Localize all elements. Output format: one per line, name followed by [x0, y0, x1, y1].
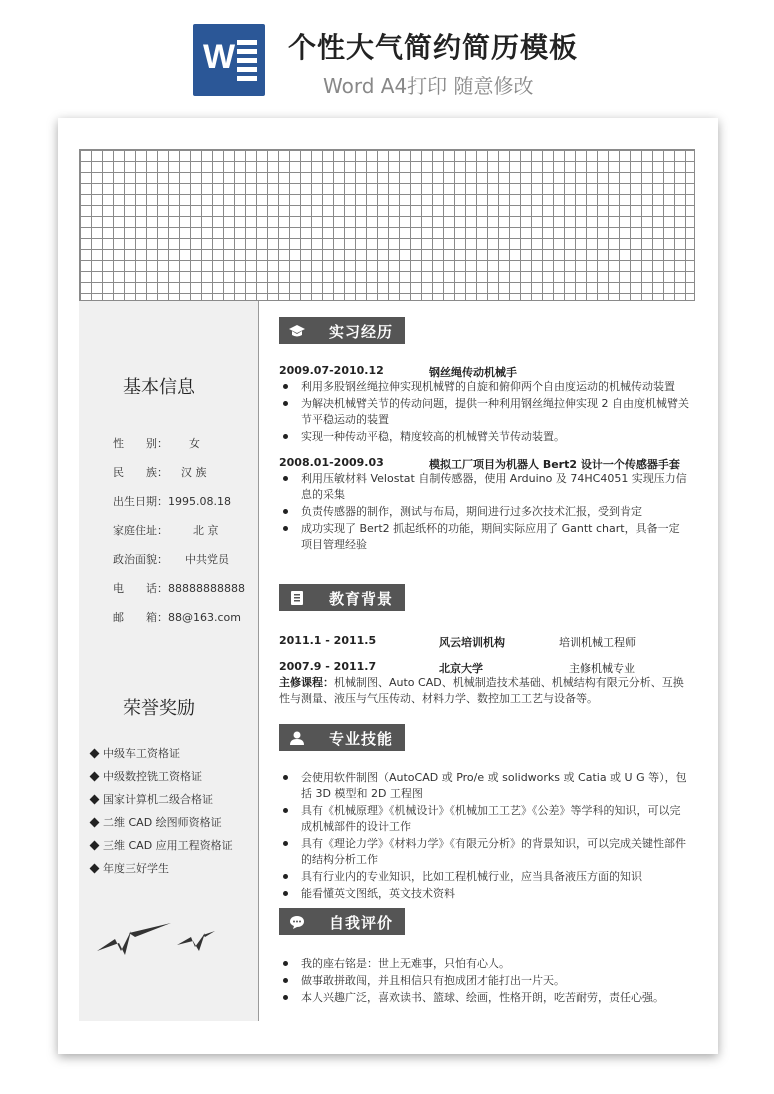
- word-logo-icon: [193, 24, 265, 96]
- graduation-cap-icon: [289, 323, 305, 339]
- honor-item: 中级车工资格证: [103, 747, 180, 760]
- info-row: [113, 435, 200, 451]
- info-label: 出生日期：: [113, 495, 168, 508]
- entry-school: 北京大学: [439, 662, 483, 675]
- entry-school: 风云培训机构: [439, 636, 505, 649]
- page-subtitle: Word A4打印 随意修改: [323, 74, 534, 98]
- courses-text: [279, 675, 689, 707]
- honor-item: 二维 CAD 绘图师资格证: [103, 816, 222, 829]
- book-icon: [289, 590, 305, 606]
- courses-value: 机械制图、Auto CAD、机械制造技术基础、机械结构有限元分析、互换性与测量、液压与气压传动、材料力学、数控加工工艺与设备等。: [279, 676, 684, 705]
- honor-item: 年度三好学生: [103, 862, 169, 875]
- list-item: 我的座右铭是：世上无难事，只怕有心人。: [279, 956, 689, 972]
- info-value: 北 京: [193, 524, 219, 537]
- basic-info-title: 基本信息: [123, 377, 195, 398]
- list-item: 利用压敏材料 Velostat 自制传感器，使用 Arduino 及 74HC4051 实现压力信息的采集: [279, 471, 689, 503]
- honors-title: 荣誉奖励: [123, 698, 195, 719]
- chat-bubble-icon: [289, 914, 305, 930]
- grid-banner: [79, 149, 695, 301]
- info-row: [113, 609, 241, 625]
- info-row: [113, 464, 207, 480]
- signature-decoration-icon: [95, 921, 215, 961]
- entry-project: 模拟工厂项目为机器人 Bert2 设计一个传感器手套: [429, 458, 680, 471]
- entry-header: [279, 364, 517, 379]
- list-item: 做事敢拼敢闯，并且相信只有抱成团才能打出一片天。: [279, 973, 689, 989]
- entry-date: 2007.9 - 2011.7: [279, 660, 377, 673]
- list-item: 本人兴趣广泛，喜欢读书、篮球、绘画，性格开朗，吃苦耐劳，责任心强。: [279, 990, 689, 1006]
- list-item: 具有《理论力学》《材料力学》《有限元分析》的背景知识，可以完成关键性部件的结构分析工作: [279, 836, 689, 868]
- list-item: 负责传感器的制作，测试与布局，期间进行过多次技术汇报，受到肯定: [279, 504, 689, 520]
- page-header: [0, 0, 774, 110]
- info-value: 中共党员: [185, 553, 229, 566]
- list-item: 具有行业内的专业知识，比如工程机械行业，应当具备液压方面的知识: [279, 869, 689, 885]
- entry-date: 2009.07-2010.12: [279, 364, 384, 377]
- info-value: 女: [189, 437, 200, 450]
- honor-item: 国家计算机二级合格证: [103, 793, 213, 806]
- entry-major: 主修机械专业: [569, 662, 635, 675]
- section-title: 专业技能: [329, 730, 394, 748]
- user-icon: [289, 730, 305, 746]
- info-value: 88888888888: [168, 582, 245, 595]
- list-item: 能看懂英文图纸，英文技术资料: [279, 886, 689, 902]
- courses-label: 主修课程：: [279, 676, 334, 689]
- list-item: 会使用软件制图（AutoCAD 或 Pro/e 或 solidworks 或 Catia 或 U G 等），包括 3D 模型和 2D 工程图: [279, 770, 689, 802]
- info-label: 家庭住址：: [113, 524, 168, 537]
- doc-lines: [237, 40, 257, 85]
- info-value: 88@163.com: [168, 611, 241, 624]
- list-item: 实现一种传动平稳，精度较高的机械臂关节传动装置。: [279, 429, 689, 445]
- honor-item: 三维 CAD 应用工程资格证: [103, 839, 233, 852]
- section-header-self-eval: [279, 908, 405, 935]
- section-title: 教育背景: [329, 590, 394, 608]
- section-header-internship: [279, 317, 405, 344]
- info-value: 1995.08.18: [168, 495, 231, 508]
- info-label: 政治面貌：: [113, 553, 168, 566]
- list-item: 成功实现了 Bert2 抓起纸杯的功能，期间实际应用了 Gantt chart，具备一定项目管理经验: [279, 521, 689, 553]
- entry-header: [279, 660, 635, 675]
- info-row: [113, 551, 229, 567]
- section-title: 实习经历: [329, 323, 394, 341]
- info-label: 邮 箱：: [113, 611, 168, 624]
- section-header-skills: [279, 724, 405, 751]
- list-item: 为解决机械臂关节的传动问题，提供一种利用钢丝绳拉伸实现 2 自由度机械臂关节平稳运动的装置: [279, 396, 689, 428]
- info-row: [113, 580, 245, 596]
- info-row: [113, 493, 231, 509]
- entry-header: [279, 456, 680, 471]
- info-label: 电 话：: [113, 582, 168, 595]
- entry-header: [279, 634, 636, 649]
- resume-paper: [58, 118, 718, 1054]
- honor-item: 中级数控铣工资格证: [103, 770, 202, 783]
- info-label: 性 别：: [113, 437, 168, 450]
- entry-date: 2008.01-2009.03: [279, 456, 384, 469]
- page-title: 个性大气简约简历模板: [288, 31, 579, 64]
- entry-date: 2011.1 - 2011.5: [279, 634, 377, 647]
- section-header-education: [279, 584, 405, 611]
- list-item: 利用多股钢丝绳拉伸实现机械臂的自旋和俯仰两个自由度运动的机械传动装置: [279, 379, 689, 395]
- info-value: 汉 族: [181, 466, 207, 479]
- word-logo-letter: W: [203, 38, 236, 76]
- entry-project: 钢丝绳传动机械手: [429, 366, 517, 379]
- info-label: 民 族：: [113, 466, 168, 479]
- list-item: 具有《机械原理》《机械设计》《机械加工工艺》《公差》等学科的知识，可以完成机械部件的设计工作: [279, 803, 689, 835]
- sidebar: [79, 301, 259, 1021]
- entry-major: 培训机械工程师: [559, 636, 636, 649]
- info-row: [113, 522, 219, 538]
- section-title: 自我评价: [329, 914, 394, 932]
